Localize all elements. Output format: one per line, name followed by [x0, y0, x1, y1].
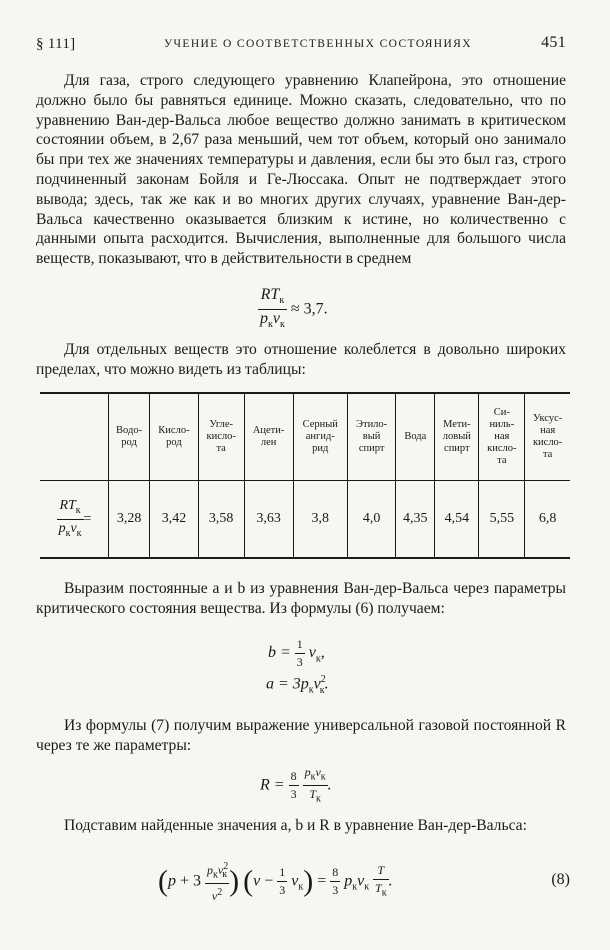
table-cell: 3,8 — [293, 481, 347, 559]
page-number: 451 — [541, 34, 566, 51]
table-cell: 6,8 — [525, 481, 570, 559]
col-header: Водо- род — [109, 393, 150, 481]
chapter-title: УЧЕНИЕ О СООТВЕТСТВЕННЫХ СОСТОЯНИЯХ — [164, 38, 472, 50]
formula-R: R = $\frac{8}{3}$ $\frac{p_кv_к}{T_к}$ . — [260, 765, 332, 805]
col-header: Этило- вый спирт — [347, 393, 395, 481]
ratio-fraction: $\frac{RT_к}{p_кv_к}$ — [260, 286, 285, 331]
paragraph-2: Для отдельных веществ это отношение колеблется в довольно широких пределах, что можно видеть из таблицы: — [36, 341, 566, 378]
paragraph-5: Подставим найденные значения a, b и R в уравнение Ван-дер-Вальса: — [64, 817, 527, 834]
col-header: Угле- кисло- та — [198, 393, 244, 481]
col-header: Вода — [396, 393, 435, 481]
col-header: Кисло- род — [150, 393, 199, 481]
col-header: Уксус- ная кисло- та — [525, 393, 570, 481]
col-header: Серный ангид- рид — [293, 393, 347, 481]
table-cell: 4,54 — [435, 481, 479, 559]
ratio-value: ≈ 3,7. — [290, 300, 328, 318]
table-cell: 3,63 — [244, 481, 293, 559]
paragraph-3: Выразим постоянные a и b из уравнения Ван-дер-Вальса через параметры критического состояния вещества. Из формулы (6) получаем: — [36, 580, 566, 617]
table-cell: 3,58 — [198, 481, 244, 559]
table-cell: 5,55 — [479, 481, 525, 559]
table-values-row — [40, 481, 570, 559]
row-label-formula: $\frac{RT_к}{p_кv_к}$ = — [40, 481, 109, 559]
paragraph-1: Для газа, строго следующего уравнению Клапейрона, это отношение должно было бы равняться единице. Можно сказать, следовательно, что по уравнению Ван-дер-Вальса любое вещество должно занимать в критическом состоянии объем, в 2,67 раза меньший, чем тот объем, который оно занимало бы при тех же значениях температуры и давления, если бы это был газ, строго подчиненный законам Бойля и Ге-Люссака. Опыт не подтверждает этого вывода; здесь, так же как и во многих других случаях, уравнение Ван-дер-Вальса качественно оказывается близким к истине, но количественно с данными опыта расходится. Вычисления, выполненные для большого числа веществ, показывают, что в действительности в среднем — [36, 72, 566, 268]
formula-ratio — [258, 286, 328, 333]
running-header — [36, 36, 566, 58]
col-header: Си- ниль- ная кисло- та — [479, 393, 525, 481]
formula-van-der-waals: (p + 3 $\frac{p_кv^2_к}{v^2}$ ) (v − $\frac{1}{3}$ $v_к$) = $\frac{8}{3}$ $p_кv_к$ $\frac{T}{T_к}$ . — [158, 858, 393, 905]
table-cell: 3,28 — [109, 481, 150, 559]
paragraph-4: Из формулы (7) получим выражение универсальной газовой постоянной R через те же параметры: — [36, 717, 566, 754]
table-header-row — [40, 393, 570, 481]
equation-number: (8) — [551, 871, 570, 888]
table-cell: 4,35 — [396, 481, 435, 559]
formula-b: b = $\frac{1}{3}$ $v_к$, — [268, 637, 325, 669]
substances-table — [40, 392, 570, 559]
table-cell: 3,42 — [150, 481, 199, 559]
col-header: Ацети- лен — [244, 393, 293, 481]
section-number: § 111] — [36, 36, 76, 52]
formula-a: $a = 3p_кv^2_к$. — [266, 674, 329, 696]
col-header: Мети- ловый спирт — [435, 393, 479, 481]
table-cell: 4,0 — [347, 481, 395, 559]
table-corner-cell — [40, 393, 109, 481]
